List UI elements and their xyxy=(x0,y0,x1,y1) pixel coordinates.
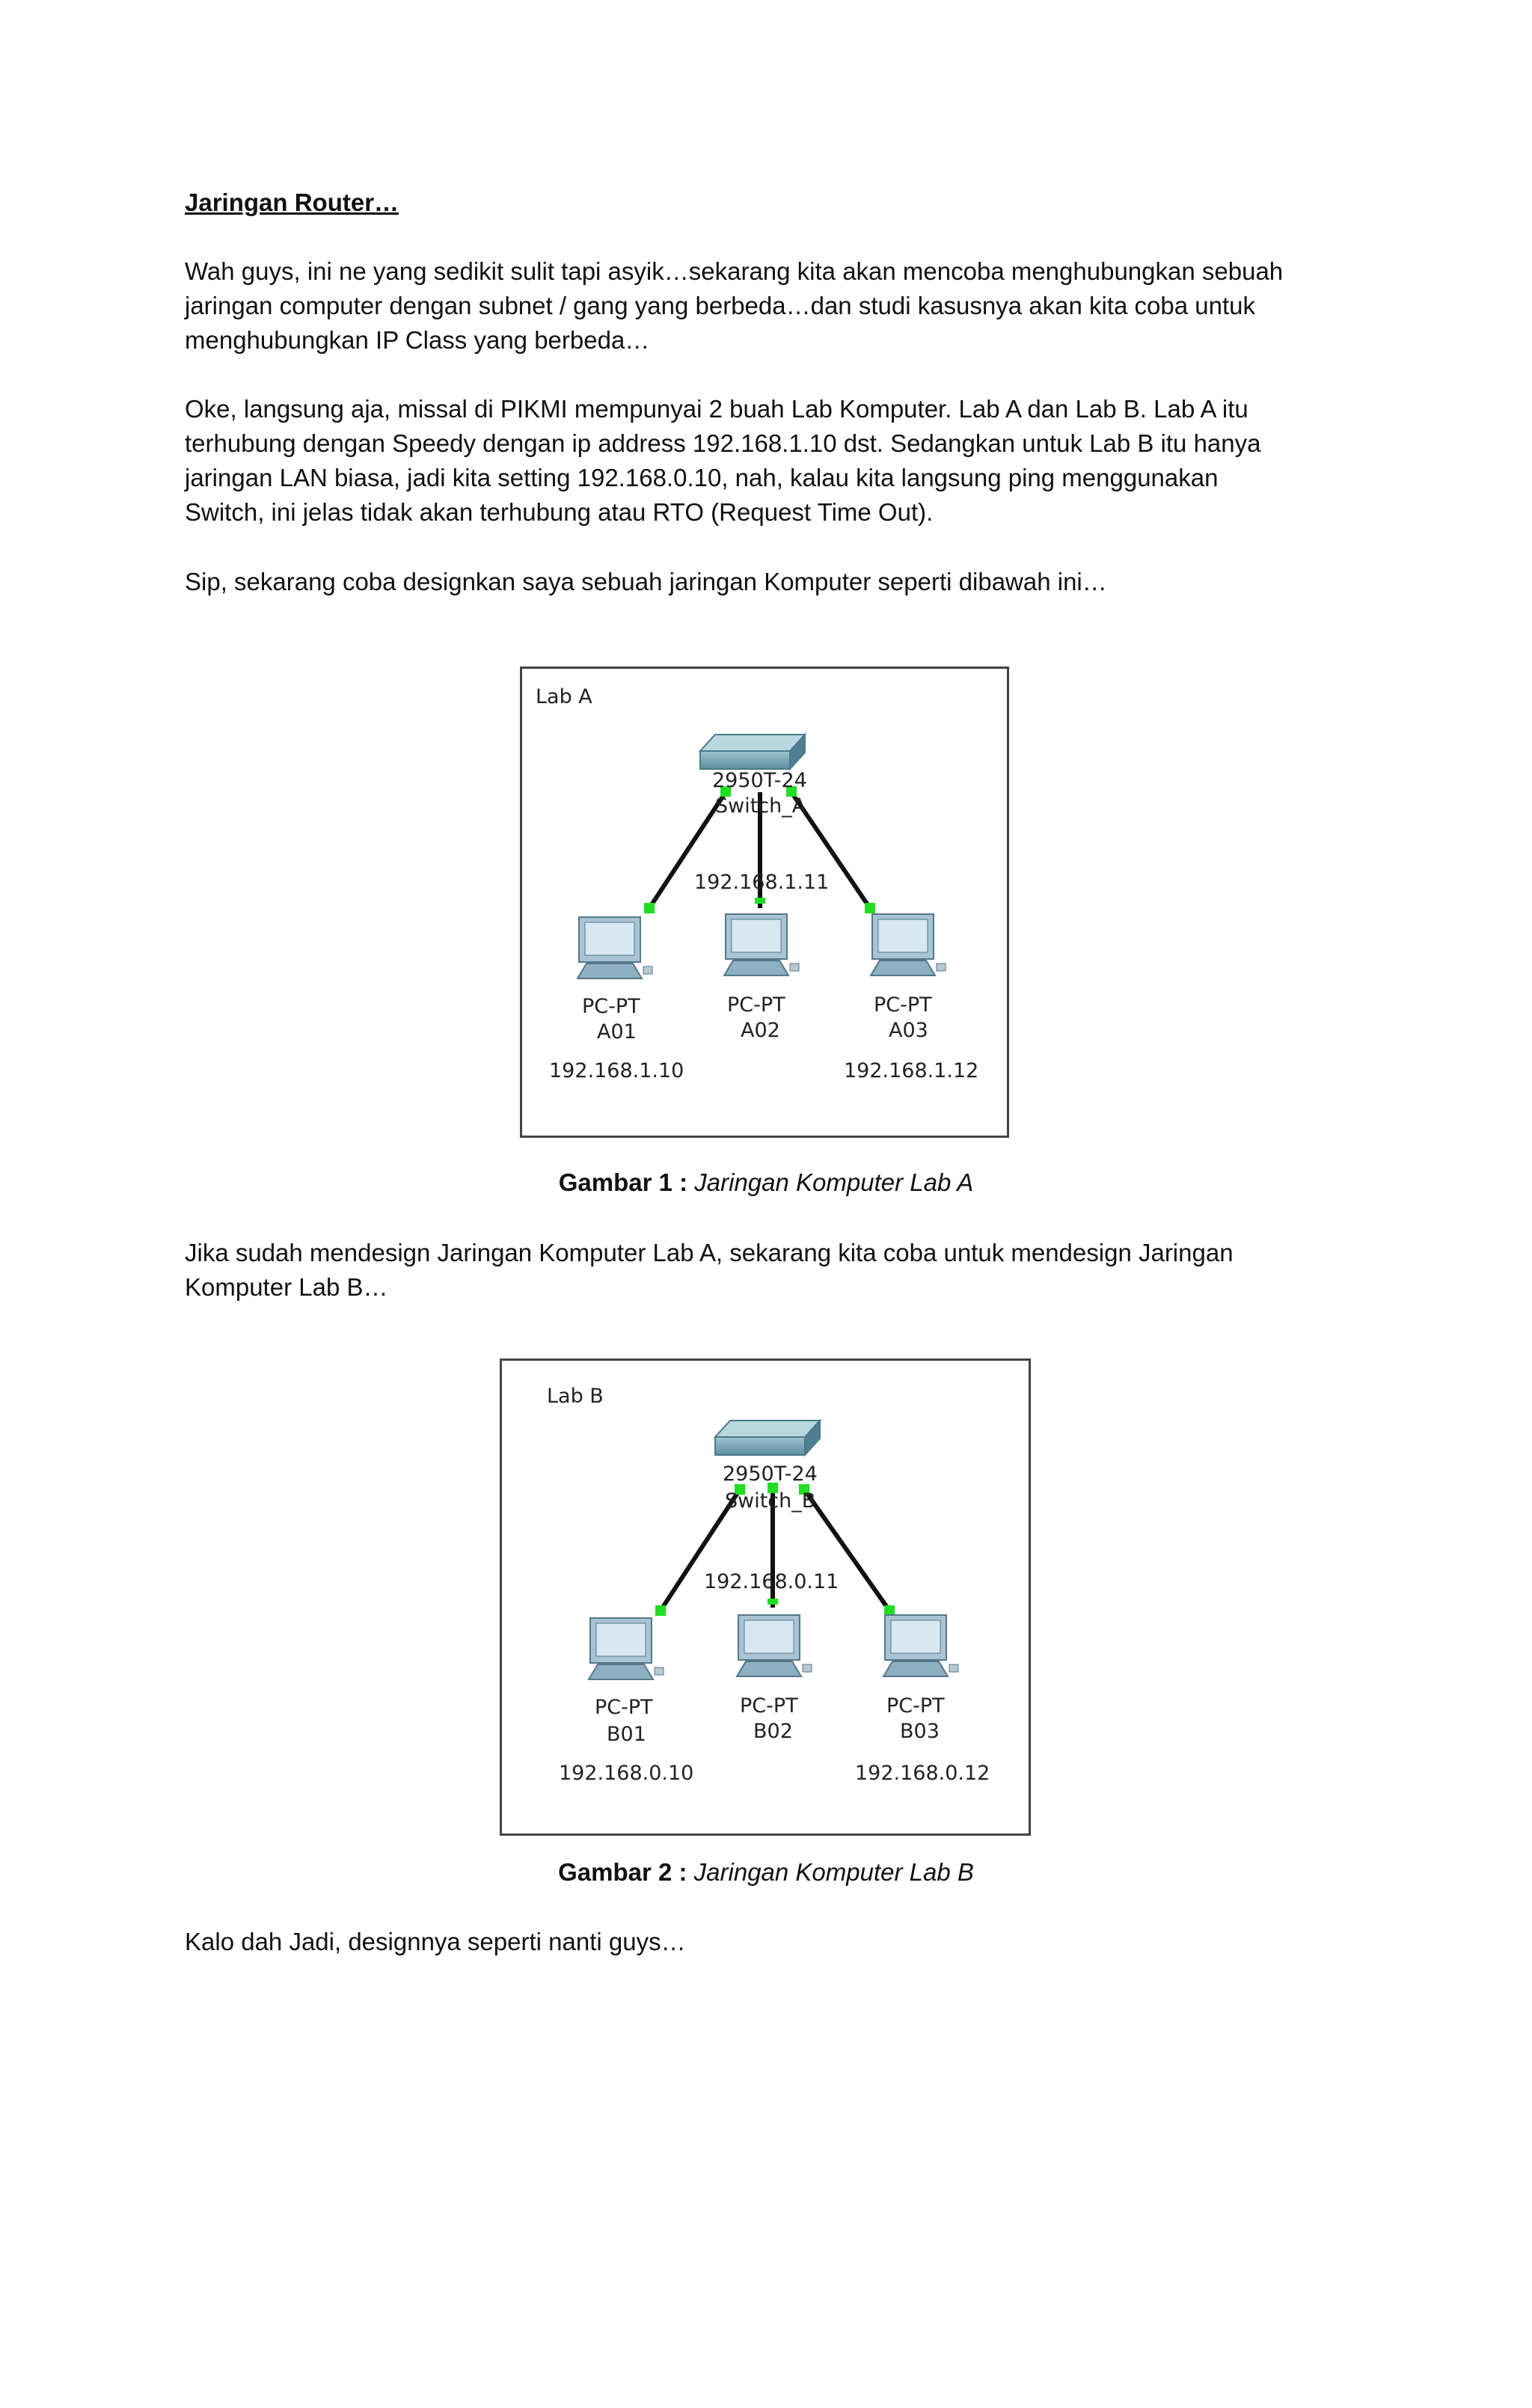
pc-name: A03 xyxy=(889,1019,928,1042)
pc-icon xyxy=(883,1615,958,1676)
pc-ip: 192.168.0.11 xyxy=(704,1570,839,1593)
document-heading: Jaringan Router… xyxy=(185,189,399,216)
port-indicator xyxy=(755,898,765,904)
text-line: Komputer Lab B… xyxy=(185,1273,388,1301)
pc-type: PC-PT xyxy=(582,995,640,1018)
paragraph-instruction: Sip, sekarang coba designkan saya sebuah jaringan Komputer seperti dibawah ini… xyxy=(185,568,1107,595)
pc-type: PC-PT xyxy=(727,993,785,1017)
port-indicator xyxy=(865,903,875,913)
pc-name: A02 xyxy=(741,1019,780,1042)
switch-name: Switch_A xyxy=(715,794,806,818)
switch-model: 2950T-24 xyxy=(712,769,807,792)
text-line: Oke, langsung aja, missal di PIKMI mempunyai 2 buah Lab Komputer. Lab A dan Lab B. Lab A itu xyxy=(185,395,1248,423)
pc-type: PC-PT xyxy=(740,1694,798,1718)
pc-icon xyxy=(871,914,946,975)
pc-icon xyxy=(737,1615,812,1676)
switch-icon xyxy=(715,1421,820,1455)
paragraph-closing: Kalo dah Jadi, designnya seperti nanti guys… xyxy=(185,1928,686,1955)
caption-text: Jaringan Komputer Lab A xyxy=(694,1168,974,1196)
switch-model: 2950T-24 xyxy=(723,1462,818,1486)
port-indicator xyxy=(767,1599,778,1605)
text-line: Jika sudah mendesign Jaringan Komputer Lab A, sekarang kita coba untuk mendesign Jaringan xyxy=(185,1239,1234,1266)
lab-title: Lab B xyxy=(547,1385,604,1408)
pc-ip: 192.168.0.10 xyxy=(559,1762,694,1785)
pc-ip: 192.168.1.10 xyxy=(549,1059,684,1082)
text-line: Wah guys, ini ne yang sedikit sulit tapi asyik…sekarang kita akan mencoba menghubungkan sebuah xyxy=(185,257,1284,285)
pc-name: B01 xyxy=(607,1723,646,1746)
text-line: menghubungkan IP Class yang berbeda… xyxy=(185,326,650,354)
pc-name: B02 xyxy=(753,1720,793,1743)
pc-icon xyxy=(724,914,799,975)
pc-ip: 192.168.0.12 xyxy=(855,1762,990,1785)
pc-icon xyxy=(577,917,652,978)
paragraph-case xyxy=(185,392,1352,530)
network-diagram-lab-b xyxy=(500,1358,1031,1836)
figure-caption-2 xyxy=(0,1855,1532,1890)
text-line: jaringan LAN biasa, jadi kita setting 192.168.0.10, nah, kalau kita langsung ping menggunakan xyxy=(185,464,1219,491)
caption-text: Jaringan Komputer Lab B xyxy=(693,1858,974,1886)
text-line: jaringan computer dengan subnet / gang yang berbeda…dan studi kasusnya akan kita coba untuk xyxy=(185,292,1255,319)
caption-label: Gambar 1 : xyxy=(558,1168,688,1196)
pc-name: A01 xyxy=(597,1020,637,1044)
paragraph-intro xyxy=(185,254,1352,358)
caption-label: Gambar 2 : xyxy=(558,1858,687,1886)
pc-ip: 192.168.1.12 xyxy=(844,1059,979,1082)
port-indicator xyxy=(644,903,655,913)
text-line: terhubung dengan Speedy dengan ip address 192.168.1.10 dst. Sedangkan untuk Lab B itu hanya xyxy=(185,429,1261,457)
figure-caption-1 xyxy=(0,1165,1532,1200)
pc-type: PC-PT xyxy=(595,1696,653,1719)
network-diagram-lab-a xyxy=(520,667,1009,1138)
switch-icon xyxy=(700,735,805,769)
pc-type: PC-PT xyxy=(874,993,932,1017)
lab-title: Lab A xyxy=(536,685,592,708)
switch-name: Switch_B xyxy=(725,1489,816,1513)
port-indicator xyxy=(655,1605,666,1616)
paragraph-lab-b xyxy=(185,1236,1352,1305)
pc-name: B03 xyxy=(900,1720,940,1743)
pc-ip: 192.168.1.11 xyxy=(694,871,830,894)
text-line: Switch, ini jelas tidak akan terhubung atau RTO (Request Time Out). xyxy=(185,498,934,526)
pc-type: PC-PT xyxy=(886,1694,945,1718)
pc-icon xyxy=(589,1618,664,1679)
port-indicator xyxy=(884,1605,895,1616)
